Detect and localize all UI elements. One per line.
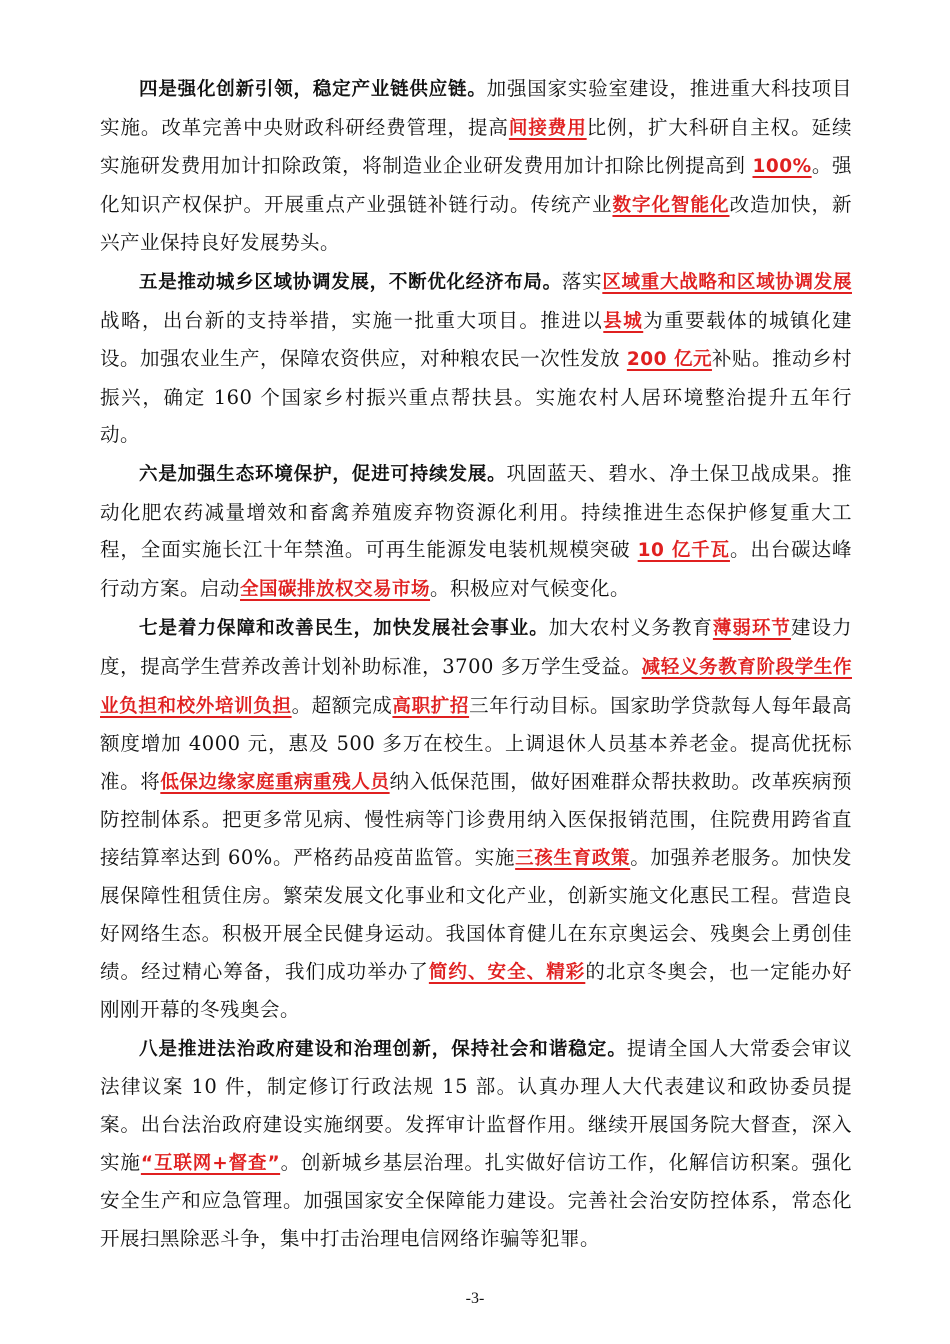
body-text: 比例，扩大科研自主权。延续实施研发费用加计扣除政策，将制造业企业研发费用加计扣除比例提高到 [100, 115, 852, 178]
highlighted-term: 简约、安全、精彩 [428, 961, 586, 983]
body-text: 。超额完成 [291, 693, 393, 717]
section-heading: 五是推动城乡区域协调发展，不断优化经济布局。 [139, 271, 562, 293]
highlighted-term: 间接费用 [508, 117, 587, 139]
body-text: 的北京冬奥会，也一定能办好刚刚开幕的冬残奥会。 [100, 959, 852, 1022]
paragraph-livelihood [100, 609, 852, 1029]
document-body [100, 70, 852, 1257]
body-text: 。出台碳达峰行动方案。启动 [100, 538, 852, 600]
body-text: 。强化知识产权保护。开展重点产业强链补链行动。传统产业 [100, 154, 852, 216]
highlighted-term: 数字化智能化 [612, 194, 730, 216]
body-text: 。创新城乡基层治理。扎实做好信访工作，化解信访积案。强化安全生产和应急管理。加强国家安全保障能力建设。完善社会治安防控体系，常态化开展扫黑除恶斗争，集中打击治理电信网络诈骗等犯罪。 [100, 1150, 852, 1250]
body-text: 改造加快，新兴产业保持良好发展势头。 [100, 192, 852, 255]
body-text: 提请全国人大常委会审议法律议案 10 件，制定修订行政法规 15 部。认真办理人大代表建议和政协委员提案。出台法治政府建设实施纲要。发挥审计监督作用。继续开展国务院大督查，深入实施 [100, 1036, 852, 1174]
body-text: 补贴。推动乡村振兴，确定 160 个国家乡村振兴重点帮扶县。实施农村人居环境整治提升五年行动。 [100, 347, 852, 447]
highlighted-term: 县城 [603, 310, 644, 332]
body-text: 。积极应对气候变化。 [430, 576, 631, 600]
section-heading: 六是加强生态环境保护，促进可持续发展。 [139, 463, 507, 485]
body-text: 落实 [561, 269, 603, 293]
highlighted-term: 200 亿元 [626, 349, 712, 371]
highlighted-term: 10 亿千瓦 [637, 540, 730, 562]
body-text: 纳入低保范围，做好困难群众帮扶救助。改革疾病预防控制体系。把更多常见病、慢性病等门诊费用纳入医保报销范围，住院费用跨省直接结算率达到 60%。严格药品疫苗监管。实施 [100, 769, 852, 869]
body-text: 加强国家实验室建设，推进重大科技项目实施。改革完善中央财政科研经费管理，提高 [100, 77, 852, 139]
body-text: 三年行动目标。国家助学贷款每人每年最高额度增加 4000 元，惠及 500 多万在校生。上调退休人员基本养老金。提高优抚标准。将 [100, 693, 852, 793]
section-heading: 四是强化创新引领，稳定产业链供应链。 [139, 79, 487, 100]
paragraph-urban-rural [100, 263, 852, 454]
paragraph-innovation [100, 70, 852, 262]
body-text: 巩固蓝天、碧水、净土保卫战成果。推动化肥农药减量增效和畜禽养殖废弃物资源化利用。持续推进生态保护修复重大工程，全面实施长江十年禁渔。可再生能源发电装机规模突破 [100, 461, 852, 562]
highlighted-term: 全国碳排放权交易市场 [240, 578, 431, 600]
highlighted-term: 高职扩招 [392, 695, 470, 717]
page-number: -3- [465, 1290, 485, 1307]
highlighted-term: 减轻义务教育阶段学生作业负担和校外培训负担 [100, 656, 852, 717]
highlighted-term: 三孩生育政策 [515, 847, 631, 869]
highlighted-term: 区域重大战略和区域协调发展 [602, 271, 852, 293]
body-text: 为重要载体的城镇化建设。加强农业生产，保障农资供应，对种粮农民一次性发放 [100, 308, 852, 371]
highlighted-term: 低保边缘家庭重病重残人员 [160, 771, 390, 793]
highlighted-term: “互联网+督查” [140, 1152, 281, 1174]
body-text: 。加强养老服务。加快发展保障性租赁住房。繁荣发展文化事业和文化产业，创新实施文化惠民工程。营造良好网络生态。积极开展全民健身运动。我国体育健儿在东京奥运会、残奥会上勇创佳绩。经过精心筹备，我们成功举办了 [100, 845, 852, 983]
section-heading: 八是推进法治政府建设和治理创新，保持社会和谐稳定。 [139, 1038, 627, 1060]
paragraph-rule-of-law [100, 1030, 852, 1258]
body-text: 建设力度，提高学生营养改善计划补助标准，3700 多万学生受益。 [100, 616, 852, 678]
highlighted-term: 薄弱环节 [712, 618, 791, 640]
body-text: 加大农村义务教育 [548, 616, 713, 640]
body-text: 战略，出台新的支持举措，实施一批重大项目。推进以 [100, 308, 604, 332]
section-heading: 七是着力保障和改善民生，加快发展社会事业。 [139, 618, 549, 640]
highlighted-term: 100% [752, 156, 812, 178]
paragraph-ecology [100, 455, 852, 608]
